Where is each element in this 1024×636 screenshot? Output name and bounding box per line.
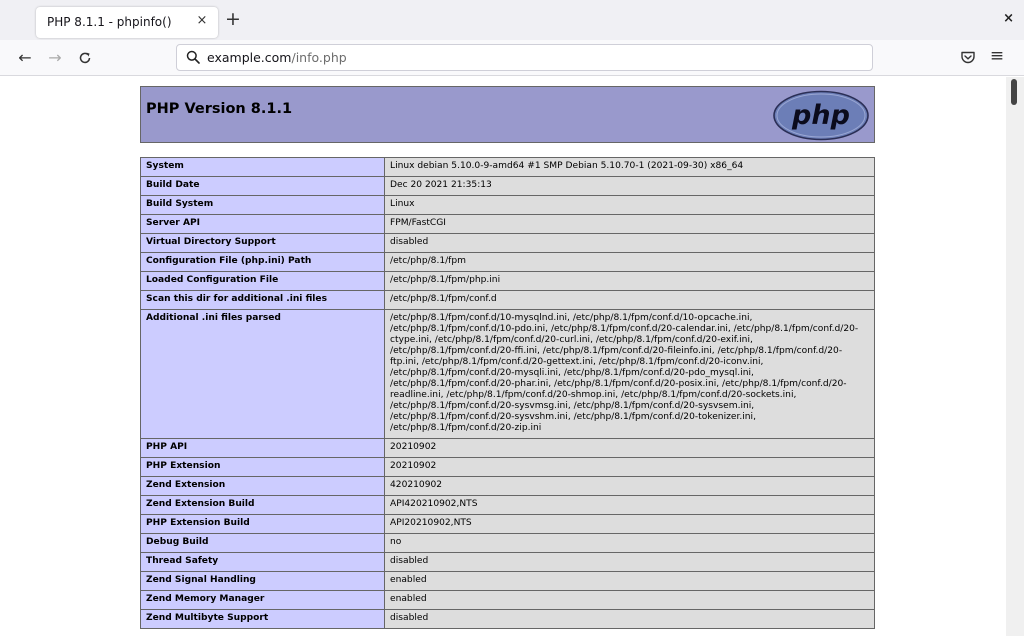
forward-button[interactable] <box>44 47 66 69</box>
row-value: /etc/php/8.1/fpm/conf.d/10-mysqlnd.ini, /etc/php/8.1/fpm/conf.d/10-opcache.ini, /etc/php/8.1/fpm/conf.d/10-pdo.ini, /etc/php/8.1/fpm/conf.d/20-calendar.ini, /etc/php/8.1/fpm/conf.d/20-ctype.ini, /etc/php/8.1/fpm/conf.d/20-curl.ini, /etc/php/8.1/fpm/conf.d/20-exif.ini, /etc/php/8.1/fpm/conf.d/20-ffi.ini, /etc/php/8.1/fpm/conf.d/20-fileinfo.ini, /etc/php/8.1/fpm/conf.d/20-ftp.ini, /etc/php/8.1/fpm/conf.d/20-gettext.ini, /etc/php/8.1/fpm/conf.d/20-iconv.ini, /etc/php/8.1/fpm/conf.d/20-mysqli.ini, /etc/php/8.1/fpm/conf.d/20-pdo_mysql.ini, /etc/php/8.1/fpm/conf.d/20-phar.ini, /etc/php/8.1/fpm/conf.d/20-posix.ini, /etc/php/8.1/fpm/conf.d/20-readline.ini, /etc/php/8.1/fpm/conf.d/20-shmop.ini, /etc/php/8.1/fpm/conf.d/20-sockets.ini, /etc/php/8.1/fpm/conf.d/20-sysvmsg.ini, /etc/php/8.1/fpm/conf.d/20-sysvsem.ini, /etc/php/8.1/fpm/conf.d/20-sysvshm.ini, /etc/php/8.1/fpm/conf.d/20-tokenizer.ini, /etc/php/8.1/fpm/conf.d/20-zip.ini <box>385 310 875 439</box>
table-row <box>141 310 875 439</box>
row-label: Additional .ini files parsed <box>141 310 385 439</box>
table-row <box>141 158 875 177</box>
row-label: Configuration File (php.ini) Path <box>141 253 385 272</box>
tab-phpinfo[interactable] <box>36 7 218 38</box>
new-tab-button[interactable]: + <box>225 8 241 30</box>
table-row <box>141 591 875 610</box>
row-value: disabled <box>385 610 875 629</box>
table-row <box>141 496 875 515</box>
row-value: no <box>385 534 875 553</box>
table-row <box>141 253 875 272</box>
menu-button[interactable] <box>988 46 1006 66</box>
pocket-icon[interactable] <box>960 49 976 65</box>
row-value: Linux <box>385 196 875 215</box>
vertical-scrollbar[interactable] <box>1006 77 1024 636</box>
reload-button[interactable] <box>74 47 96 69</box>
back-arrow-icon: ← <box>18 48 32 67</box>
row-value: API420210902,NTS <box>385 496 875 515</box>
row-label: Zend Extension <box>141 477 385 496</box>
php-version-header <box>140 86 875 143</box>
tab-title: PHP 8.1.1 - phpinfo() <box>47 15 172 29</box>
row-label: Loaded Configuration File <box>141 272 385 291</box>
row-label: Server API <box>141 215 385 234</box>
row-value: 420210902 <box>385 477 875 496</box>
window-close-icon[interactable]: × <box>1003 11 1014 26</box>
table-row <box>141 515 875 534</box>
url-host: example.com <box>207 50 292 65</box>
table-row <box>141 610 875 629</box>
row-value: enabled <box>385 591 875 610</box>
row-value: /etc/php/8.1/fpm/php.ini <box>385 272 875 291</box>
table-row <box>141 534 875 553</box>
table-row <box>141 572 875 591</box>
table-row <box>141 177 875 196</box>
row-value: 20210902 <box>385 439 875 458</box>
svg-text:php: php <box>792 100 850 131</box>
row-label: Zend Multibyte Support <box>141 610 385 629</box>
page-title: PHP Version 8.1.1 <box>146 101 293 117</box>
url-bar[interactable] <box>176 44 873 71</box>
row-label: Zend Signal Handling <box>141 572 385 591</box>
table-row <box>141 234 875 253</box>
row-label: PHP API <box>141 439 385 458</box>
table-row <box>141 439 875 458</box>
php-logo <box>772 90 870 141</box>
table-row <box>141 477 875 496</box>
table-row <box>141 458 875 477</box>
menu-icon: ≡ <box>989 46 1005 66</box>
row-value: enabled <box>385 572 875 591</box>
row-value: FPM/FastCGI <box>385 215 875 234</box>
reload-icon <box>78 51 92 65</box>
row-label: Thread Safety <box>141 553 385 572</box>
forward-arrow-icon: → <box>48 48 62 67</box>
table-row <box>141 553 875 572</box>
row-value: API20210902,NTS <box>385 515 875 534</box>
row-label: PHP Extension Build <box>141 515 385 534</box>
row-label: System <box>141 158 385 177</box>
row-label: Zend Memory Manager <box>141 591 385 610</box>
scrollbar-thumb[interactable] <box>1011 79 1017 105</box>
search-icon <box>186 50 200 64</box>
table-row <box>141 291 875 310</box>
row-label: Zend Extension Build <box>141 496 385 515</box>
row-value: /etc/php/8.1/fpm <box>385 253 875 272</box>
table-row <box>141 272 875 291</box>
row-label: Build System <box>141 196 385 215</box>
row-value: 20210902 <box>385 458 875 477</box>
row-value: /etc/php/8.1/fpm/conf.d <box>385 291 875 310</box>
url-text[interactable] <box>207 50 347 65</box>
navigation-toolbar <box>0 40 1024 76</box>
table-row <box>141 196 875 215</box>
row-label: Scan this dir for additional .ini files <box>141 291 385 310</box>
php-info-table <box>140 157 875 629</box>
row-label: Virtual Directory Support <box>141 234 385 253</box>
row-value: disabled <box>385 553 875 572</box>
row-label: PHP Extension <box>141 458 385 477</box>
tab-close-icon[interactable]: × <box>196 13 208 28</box>
tab-bar <box>0 0 1024 40</box>
url-path: /info.php <box>291 50 347 65</box>
table-row <box>141 215 875 234</box>
row-value: disabled <box>385 234 875 253</box>
page-viewport <box>0 77 1006 636</box>
row-value: Dec 20 2021 21:35:13 <box>385 177 875 196</box>
row-label: Debug Build <box>141 534 385 553</box>
back-button[interactable] <box>14 47 36 69</box>
row-value: Linux debian 5.10.0-9-amd64 #1 SMP Debian 5.10.70-1 (2021-09-30) x86_64 <box>385 158 875 177</box>
row-label: Build Date <box>141 177 385 196</box>
